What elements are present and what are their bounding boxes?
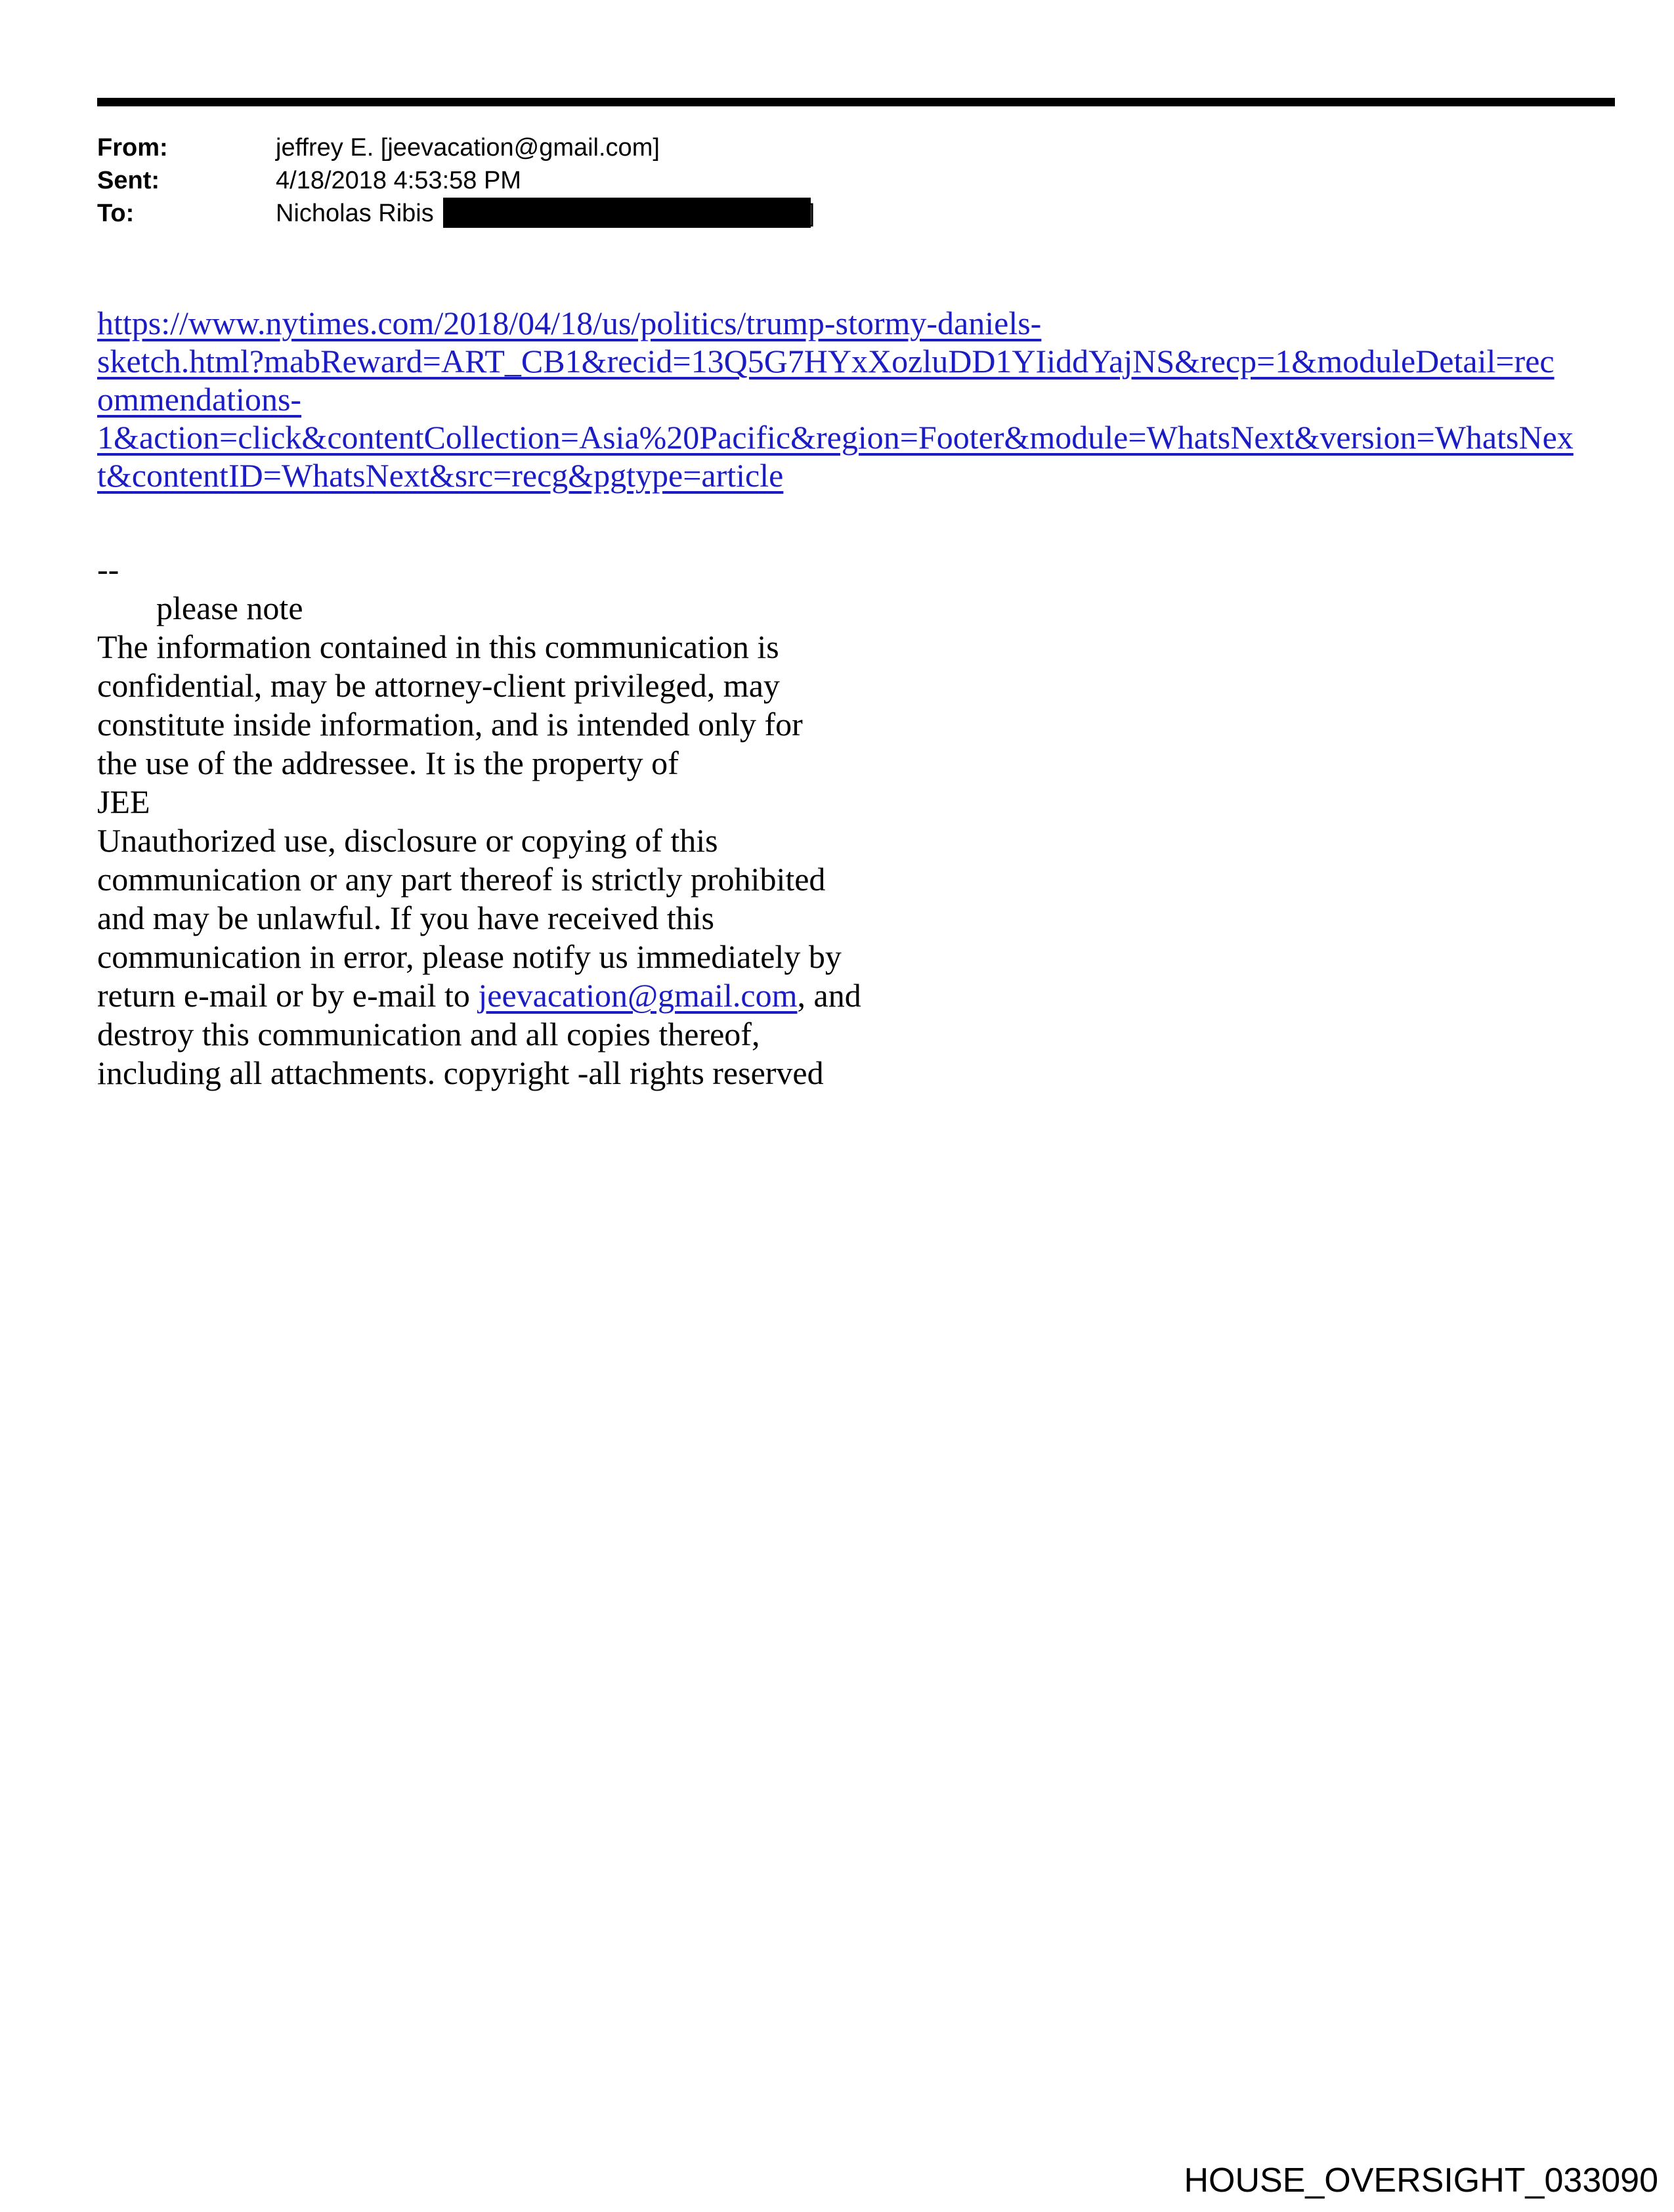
disclaimer-line: confidential, may be attorney-client privileged, may [97,667,780,704]
top-divider-rule [97,98,1615,106]
disclaimer-line: communication or any part thereof is strictly prohibited [97,861,826,898]
disclaimer-line-with-email [97,976,861,1015]
from-value: jeffrey E. [jeevacation@gmail.com] [276,134,660,162]
to-value: Nicholas Ribis [276,200,434,227]
url-line-3[interactable]: ommendations- [97,381,302,418]
nytimes-article-link[interactable] [97,304,1646,494]
disclaimer-line: and may be unlawful. If you have received this [97,900,714,936]
header-row-sent [97,164,815,197]
signature-separator: -- [97,551,119,588]
bates-stamp: HOUSE_OVERSIGHT_033090 [1184,2161,1658,2200]
disclaimer-line: including all attachments. copyright -all rights reserved [97,1054,824,1091]
redaction-closing-bracket: ] [807,200,815,227]
to-label: To: [97,200,135,227]
disclaimer-link-suffix: , and [797,977,861,1014]
redaction-bar [443,198,811,228]
reply-email-link[interactable]: jeevacation@gmail.com [478,977,798,1014]
url-line-4[interactable]: 1&action=click&contentCollection=Asia%20Pacific&region=Footer&module=WhatsNext&version=WhatsNex [97,419,1574,456]
sent-label: Sent: [97,167,160,194]
sent-value: 4/18/2018 4:53:58 PM [276,167,521,194]
header-row-to [97,197,815,230]
disclaimer-line: Unauthorized use, disclosure or copying of this [97,822,718,859]
signature-disclaimer [97,550,861,1093]
article-url-block [97,304,1646,494]
disclaimer-line: The information contained in this communication is [97,628,779,665]
url-line-5[interactable]: t&contentID=WhatsNext&src=recg&pgtype=article [97,457,784,494]
url-line-1[interactable]: https://www.nytimes.com/2018/04/18/us/politics/trump-stormy-daniels- [97,305,1042,341]
disclaimer-line: JEE [97,783,150,820]
disclaimer-line: destroy this communication and all copies thereof, [97,1016,760,1052]
disclaimer-note: please note [156,590,303,626]
url-line-2[interactable]: sketch.html?mabReward=ART_CB1&recid=13Q5G7HYxXozluDD1YIiddYajNS&recp=1&moduleDetail=rec [97,343,1555,380]
header-row-from [97,131,815,164]
email-header [97,131,815,230]
disclaimer-link-prefix: return e-mail or by e-mail to [97,977,479,1014]
disclaimer-line: the use of the addressee. It is the property of [97,745,679,781]
disclaimer-line: constitute inside information, and is intended only for [97,706,803,743]
from-label: From: [97,134,168,162]
disclaimer-line: communication in error, please notify us immediately by [97,938,842,975]
